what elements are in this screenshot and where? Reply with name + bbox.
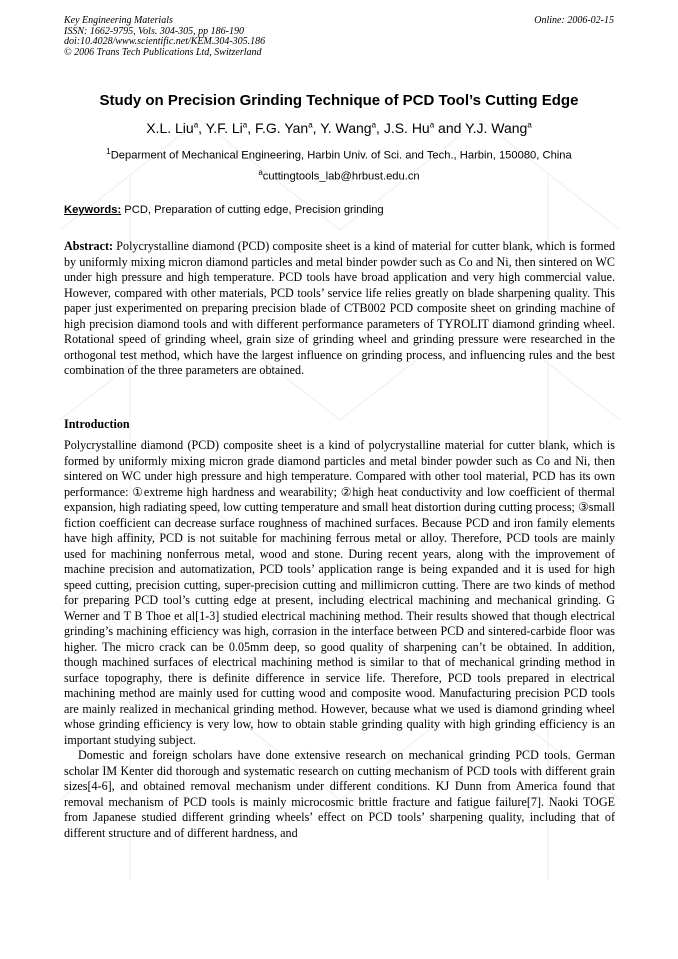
copyright-line: © 2006 Trans Tech Publications Ltd, Switzerland (64, 46, 262, 58)
paragraph: Domestic and foreign scholars have done extensive research on mechanical grinding PCD tools. German scholar IM Kenter did thorough and systematic research on cutting mechanism of PCD tools with different grain sizes[4-6], and obtained removal mechanism under different conditions. KJ Dunn from America found that removal mechanism of PCD tools is mainly microcosmic brittle fracture and fatigue failure[7]. Naoki TOGE from Japanese studied different grinding wheels’ effect on PCD tools’ sharpening quality, including that of different structure and of different hardness, and (64, 748, 615, 840)
keywords (64, 204, 618, 216)
author: X.L. Liu$^a$, (146, 120, 206, 136)
author: F.G. Yan$^a$, (255, 120, 321, 136)
keywords-label: Keywords: (64, 204, 122, 216)
keywords-text: PCD, Preparation of cutting edge, Precision grinding (121, 204, 384, 216)
author: J.S. Hu$^a$ and (383, 120, 466, 136)
introduction-body (64, 438, 615, 841)
journal-name: Key Engineering Materials (64, 15, 173, 26)
author: Y. Wang$^a$, (320, 120, 384, 136)
section-heading-introduction: Introduction (64, 417, 130, 431)
author: Y.J. Wang$^a$ (465, 120, 532, 136)
journal-header (64, 16, 614, 58)
paragraph: Polycrystalline diamond (PCD) composite sheet is a kind of polycrystalline material for cutter blank, which is formed by uniformly mixing micron grade diamond particles and metal binder powder such as Co and Ni, then sintered on WC under high pressure and high temperature. Compared with other tool material, PCD has its own performance: ①extreme high hardness and wearability; ②high heat conductivity and low coefficient of thermal expansion, high radiating speed, low cutting temperature and small heat distortion during cutting process; ③small fiction coefficient can decrease surface roughness of machined surfaces. Because PCD and iron family elements have high affinity, PCD is not suitable for machining ferrous metal or alloy. Therefore, PCD tools are mainly used for machining nonferrous metal, wood and stone. During recent years, along with the improvement of machine precision and automatization, PCD tools’ application range is being expanded and it is used for high speed cutting, precision cutting, super-precision cutting and millimicron cutting. There are two kinds of method for preparing PCD tool’s cutting edge at present, including electrical machining and mechanical grinding. G Werner and T B Thoe et al[1-3] studied electrical machining method. Their results showed that though electrical grinding’s machining efficiency was high, corrasion in the interface between PCD and sintered-carbide floor was higher. The micro crack can be 0.05mm deep, so good quality of sharpening can’t be obtained. In addition, though machined surfaces of electrical machining method is similar to that of mechanical grinding method in surface topography, there is definite difference in service life. Therefore, PCD tools prepared in electrical machining method are mainly used for cutting wood and composite wood. Manufacturing precision PCD tools are mainly realized in mechanical grinding method. However, because what we used is diamond grinding wheel whose grinding efficiency is very low, how to obtain stable grinding quality with high grinding efficiency is an important studying subject. (64, 438, 615, 747)
issn-line: ISSN: 1662-9795, Vols. 304-305, pp 186-190 (64, 25, 244, 37)
abstract (64, 239, 615, 379)
affiliation: $^1$Deparment of Mechanical Engineering, Harbin Univ. of Sci. and Tech., Harbin, 150080, China (106, 147, 572, 162)
author: Y.F. Li$^a$, (205, 120, 256, 136)
doi-line: doi:10.4028/www.scientific.net/KEM.304-305.186 (64, 36, 266, 47)
author-list (20, 120, 658, 136)
paper-title: Study on Precision Grinding Technique of PCD Tool’s Cutting Edge (99, 92, 579, 109)
online-date: Online: 2006-02-15 (534, 15, 614, 26)
author-email: $^a$cuttingtools_lab@hrbust.edu.cn (258, 168, 420, 183)
abstract-text: Polycrystalline diamond (PCD) composite sheet is a kind of material for cutter blank, which is formed by uniformly mixing micron diamond particles and metal binder powder such as Co and Ni, then sintered on WC under high pressure and high temperature. PCD tools have broad application and very high commercial value. However, compared with other materials, PCD tools’ service life relies greatly on blade sharpening quality. This paper just experimented on preparing precision blade of CTB002 PCD composite sheet on grinding machine of high precision diamond tools and with different performance parameters of TYROLIT diamond grinding wheel. Rotational speed of grinding wheel, grain size of grinding wheel and grinding pressure were researched in the orthogonal test method, which have the largest influence on grinding process, and influencing rules and the best combination of the three parameters are obtained. (64, 239, 615, 377)
abstract-label: Abstract: (64, 239, 114, 253)
